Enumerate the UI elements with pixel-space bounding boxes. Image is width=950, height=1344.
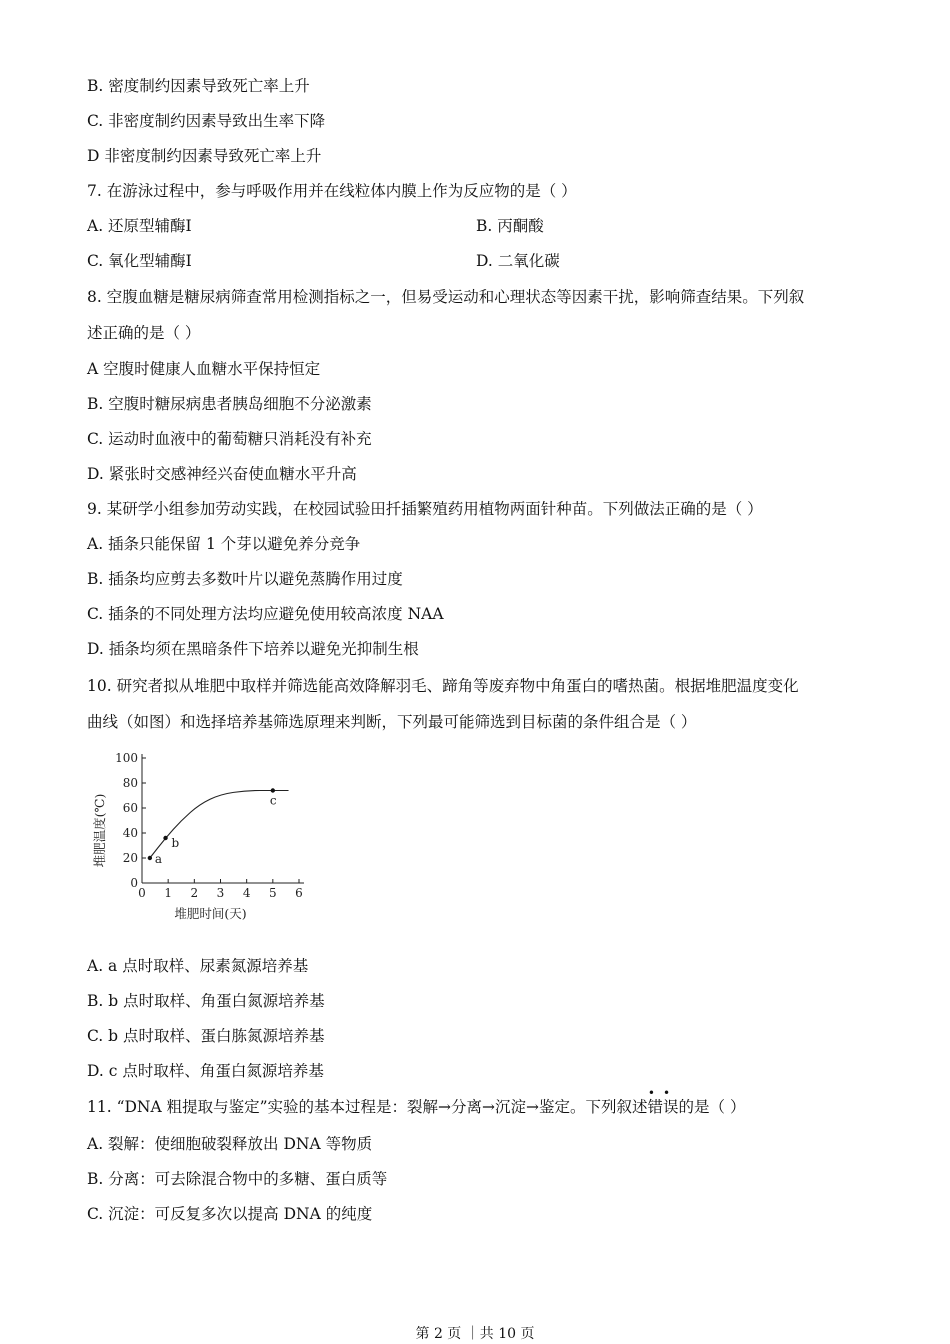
y-tick-label: 100 <box>115 751 138 765</box>
q8-option-b: B. 空腹时糖尿病患者胰岛细胞不分泌激素 <box>87 395 372 413</box>
q11-stem-before: 11. “DNA 粗提取与鉴定”实验的基本过程是：裂解→分离→沉淀→鉴定。下列叙述 <box>87 1098 648 1116</box>
point-a <box>148 856 152 860</box>
q6-option-b: B. 密度制约因素导致死亡率上升 <box>87 77 310 95</box>
q7-stem: 7. 在游泳过程中，参与呼吸作用并在线粒体内膜上作为反应物的是（ ） <box>87 182 577 200</box>
q11-stem-after: 的是（ ） <box>678 1098 746 1116</box>
q11-stem <box>87 1086 746 1117</box>
q11-emphasis-text: 错误 <box>647 1098 679 1116</box>
q7-option-a: A. 还原型辅酶Ⅰ <box>87 217 192 235</box>
x-tick-label: 3 <box>216 886 225 900</box>
point-c <box>271 788 275 792</box>
q9-option-b: B. 插条均应剪去多数叶片以避免蒸腾作用过度 <box>87 570 403 588</box>
q7-option-b: B. 丙酮酸 <box>476 217 544 235</box>
q6-option-c: C. 非密度制约因素导致出生率下降 <box>87 112 326 130</box>
q8-stem-line1: 8. 空腹血糖是糖尿病筛查常用检测指标之一，但易受运动和心理状态等因素干扰，影响筛查结果。下列叙 <box>87 288 805 306</box>
q10-option-b: B. b 点时取样、角蛋白氮源培养基 <box>87 992 325 1010</box>
q8-stem-line2: 述正确的是（ ） <box>87 324 201 342</box>
compost-temperature-chart <box>88 748 318 926</box>
q9-stem: 9. 某研学小组参加劳动实践，在校园试验田扦插繁殖药用植物两面针种苗。下列做法正确的是（ ） <box>87 500 763 518</box>
x-tick-label: 0 <box>138 886 146 900</box>
q7-option-c: C. 氧化型辅酶Ⅰ <box>87 252 192 270</box>
point-label-b: b <box>171 836 180 850</box>
y-axis-label: 堆肥温度(℃) <box>92 793 107 868</box>
q10-option-c: C. b 点时取样、蛋白胨氮源培养基 <box>87 1027 325 1045</box>
y-tick-label: 80 <box>122 776 138 790</box>
q11-option-c: C. 沉淀：可反复多次以提高 DNA 的纯度 <box>87 1205 373 1223</box>
q8-option-a: A 空腹时健康人血糖水平保持恒定 <box>87 360 321 378</box>
point-b <box>163 836 167 840</box>
q10-option-a: A. a 点时取样、尿素氮源培养基 <box>87 957 309 975</box>
q11-option-a: A. 裂解：使细胞破裂释放出 DNA 等物质 <box>87 1135 373 1153</box>
y-tick-label: 0 <box>130 876 138 890</box>
x-tick-label: 6 <box>295 886 303 900</box>
y-tick-label: 40 <box>122 826 138 840</box>
y-tick-label: 20 <box>122 851 138 865</box>
q7-option-d: D. 二氧化碳 <box>476 252 560 270</box>
q11-stem-emphasis <box>647 1086 679 1117</box>
x-tick-label: 4 <box>242 886 251 900</box>
x-axis-label: 堆肥时间(天) <box>174 906 247 921</box>
q10-stem-line2: 曲线（如图）和选择培养基筛选原理来判断，下列最可能筛选到目标菌的条件组合是（ ） <box>87 713 697 731</box>
q8-option-c: C. 运动时血液中的葡萄糖只消耗没有补充 <box>87 430 372 448</box>
point-label-a: a <box>154 852 163 866</box>
q9-option-d: D. 插条均须在黑暗条件下培养以避免光抑制生根 <box>87 640 419 658</box>
x-tick-label: 5 <box>269 886 277 900</box>
point-label-c: c <box>269 793 277 808</box>
emphasis-dots: •• <box>647 1086 679 1100</box>
q9-option-c: C. 插条的不同处理方法均应避免使用较高浓度 NAA <box>87 605 444 623</box>
x-tick-label: 2 <box>190 886 199 900</box>
q8-option-d: D. 紧张时交感神经兴奋使血糖水平升高 <box>87 465 357 483</box>
q9-option-a: A. 插条只能保留 1 个芽以避免养分竞争 <box>87 535 361 553</box>
x-tick-label: 1 <box>164 886 172 900</box>
page-footer: 第 2 页 ｜共 10 页 <box>415 1326 535 1342</box>
q6-option-d: D 非密度制约因素导致死亡率上升 <box>87 147 322 165</box>
q10-stem-line1: 10. 研究者拟从堆肥中取样并筛选能高效降解羽毛、蹄角等废弃物中角蛋白的嗜热菌。根据堆肥温度变化 <box>87 677 799 695</box>
y-tick-label: 60 <box>122 801 138 815</box>
q11-option-b: B. 分离：可去除混合物中的多糖、蛋白质等 <box>87 1170 388 1188</box>
q10-option-d: D. c 点时取样、角蛋白氮源培养基 <box>87 1062 324 1080</box>
